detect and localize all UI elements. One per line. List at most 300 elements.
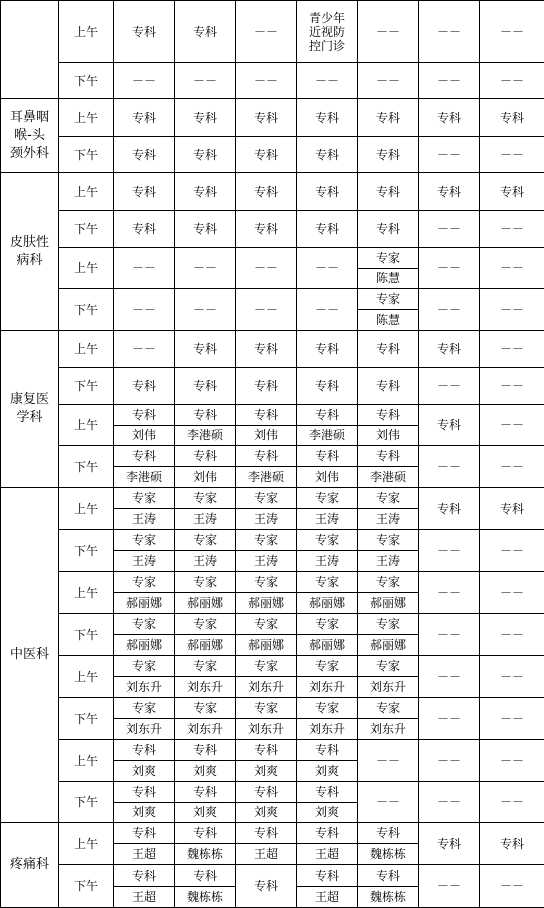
department-cell bbox=[1, 331, 59, 488]
clinic-type: 专科 bbox=[297, 406, 357, 425]
schedule-cell: －－ bbox=[419, 782, 480, 823]
schedule-cell bbox=[297, 698, 358, 740]
table-row bbox=[1, 572, 544, 614]
clinic-type: 专科 bbox=[175, 447, 235, 467]
doctor-name: 刘伟 bbox=[114, 425, 174, 445]
schedule-cell: －－ bbox=[480, 63, 544, 99]
doctor-name: 王超 bbox=[297, 886, 357, 907]
department-name: 病科 bbox=[1, 252, 58, 270]
schedule-cell: 专科 bbox=[297, 331, 358, 368]
schedule-cell: －－ bbox=[114, 63, 175, 99]
clinic-type: 专家 bbox=[236, 489, 296, 509]
schedule-cell: 专科 bbox=[297, 211, 358, 248]
clinic-type: 专家 bbox=[236, 615, 296, 635]
schedule-cell: －－ bbox=[419, 446, 480, 488]
schedule-cell bbox=[297, 656, 358, 698]
clinic-type: 专家 bbox=[358, 249, 418, 268]
schedule-cell: －－ bbox=[419, 368, 480, 405]
clinic-type: 专家 bbox=[175, 573, 235, 593]
clinic-type: 专家 bbox=[297, 573, 357, 593]
schedule-cell: 专科 bbox=[236, 99, 297, 137]
schedule-cell: 专科 bbox=[358, 331, 419, 368]
doctor-name: 郝丽娜 bbox=[297, 634, 357, 655]
schedule-cell: －－ bbox=[480, 211, 544, 248]
schedule-cell: 专科 bbox=[236, 865, 297, 908]
schedule-cell: 专科 bbox=[358, 211, 419, 248]
clinic-type: 专家 bbox=[358, 573, 418, 593]
schedule-cell: 专科 bbox=[297, 99, 358, 137]
department-name: 疼痛科 bbox=[1, 856, 58, 874]
schedule-cell: 专科 bbox=[175, 1, 236, 63]
table-row bbox=[1, 865, 544, 908]
table-row bbox=[1, 368, 544, 405]
schedule-cell: －－ bbox=[297, 248, 358, 289]
schedule-cell: 专科 bbox=[480, 173, 544, 211]
schedule-cell: －－ bbox=[358, 740, 419, 782]
schedule-cell: －－ bbox=[480, 405, 544, 446]
schedule-cell: 专科 bbox=[175, 368, 236, 405]
clinic-type: 专科 bbox=[297, 783, 357, 802]
table-row bbox=[1, 289, 544, 331]
schedule-cell: －－ bbox=[480, 248, 544, 289]
doctor-name: 魏栋栋 bbox=[358, 843, 418, 864]
table-row bbox=[1, 446, 544, 488]
schedule-cell bbox=[175, 656, 236, 698]
schedule-cell bbox=[297, 1, 358, 63]
doctor-name: 刘爽 bbox=[297, 760, 357, 781]
doctor-name: 郝丽娜 bbox=[297, 592, 357, 613]
schedule-cell: 专科 bbox=[419, 405, 480, 446]
schedule-cell: －－ bbox=[419, 289, 480, 331]
schedule-cell bbox=[236, 405, 297, 446]
department-cell bbox=[1, 1, 59, 99]
clinic-type: 专科 bbox=[236, 824, 296, 844]
doctor-name: 王超 bbox=[236, 843, 296, 864]
schedule-cell: 专科 bbox=[297, 368, 358, 405]
doctor-name: 郝丽娜 bbox=[358, 634, 418, 655]
clinic-type: 专科 bbox=[236, 406, 296, 425]
doctor-name: 王涛 bbox=[114, 508, 174, 529]
schedule-cell: －－ bbox=[419, 572, 480, 614]
clinic-note-line: 控门诊 bbox=[297, 39, 357, 53]
schedule-cell: －－ bbox=[358, 1, 419, 63]
department-name: 耳鼻咽 bbox=[1, 109, 58, 127]
clinic-type: 专科 bbox=[297, 447, 357, 467]
clinic-type: 专家 bbox=[114, 615, 174, 635]
schedule-cell bbox=[358, 823, 419, 865]
clinic-type: 专家 bbox=[236, 657, 296, 677]
schedule-cell bbox=[114, 488, 175, 530]
schedule-cell: －－ bbox=[480, 331, 544, 368]
clinic-type: 专家 bbox=[358, 657, 418, 677]
schedule-cell: －－ bbox=[419, 740, 480, 782]
doctor-name: 王涛 bbox=[114, 550, 174, 571]
schedule-cell bbox=[236, 446, 297, 488]
schedule-cell: －－ bbox=[480, 865, 544, 908]
doctor-name: 刘东升 bbox=[114, 676, 174, 697]
period-label: 上午 bbox=[59, 488, 114, 530]
schedule-cell: 专科 bbox=[419, 488, 480, 530]
schedule-cell bbox=[358, 572, 419, 614]
schedule-cell: －－ bbox=[480, 289, 544, 331]
table-row bbox=[1, 823, 544, 865]
schedule-cell: 专科 bbox=[175, 137, 236, 173]
schedule-cell bbox=[175, 446, 236, 488]
schedule-cell bbox=[358, 530, 419, 572]
schedule-cell: 专科 bbox=[358, 368, 419, 405]
schedule-cell: 专科 bbox=[175, 173, 236, 211]
clinic-type: 专科 bbox=[236, 783, 296, 802]
clinic-type: 专家 bbox=[297, 657, 357, 677]
schedule-cell: －－ bbox=[236, 289, 297, 331]
period-label: 上午 bbox=[59, 331, 114, 368]
schedule-cell bbox=[114, 865, 175, 908]
clinic-type: 专家 bbox=[236, 573, 296, 593]
period-label: 下午 bbox=[59, 368, 114, 405]
doctor-name: 李港硕 bbox=[358, 466, 418, 487]
schedule-cell: 专科 bbox=[175, 331, 236, 368]
schedule-cell bbox=[236, 740, 297, 782]
table-row bbox=[1, 1, 544, 63]
schedule-cell bbox=[175, 614, 236, 656]
table-row bbox=[1, 488, 544, 530]
clinic-type: 专科 bbox=[114, 741, 174, 761]
clinic-type: 专科 bbox=[114, 406, 174, 425]
schedule-cell: 专科 bbox=[236, 137, 297, 173]
schedule-cell: －－ bbox=[480, 446, 544, 488]
schedule-cell: －－ bbox=[236, 1, 297, 63]
table-row bbox=[1, 331, 544, 368]
table-row bbox=[1, 99, 544, 137]
schedule-cell: 专科 bbox=[358, 137, 419, 173]
clinic-type: 专科 bbox=[175, 783, 235, 802]
doctor-name: 刘东升 bbox=[236, 718, 296, 739]
schedule-cell: －－ bbox=[480, 614, 544, 656]
clinic-type: 专家 bbox=[175, 699, 235, 719]
schedule-cell bbox=[297, 488, 358, 530]
clinic-type: 专科 bbox=[114, 824, 174, 844]
schedule-cell: －－ bbox=[419, 614, 480, 656]
schedule-cell bbox=[358, 248, 419, 289]
doctor-name: 刘伟 bbox=[358, 425, 418, 445]
schedule-cell bbox=[358, 614, 419, 656]
schedule-cell: －－ bbox=[480, 782, 544, 823]
schedule-cell bbox=[114, 572, 175, 614]
period-label: 上午 bbox=[59, 823, 114, 865]
doctor-name: 王超 bbox=[297, 843, 357, 864]
table-row bbox=[1, 211, 544, 248]
table-row bbox=[1, 173, 544, 211]
period-label: 下午 bbox=[59, 446, 114, 488]
schedule-cell bbox=[236, 698, 297, 740]
doctor-name: 王涛 bbox=[236, 550, 296, 571]
clinic-type: 专科 bbox=[358, 406, 418, 425]
doctor-name: 王涛 bbox=[297, 550, 357, 571]
schedule-cell: 专科 bbox=[480, 99, 544, 137]
clinic-type: 专科 bbox=[297, 741, 357, 761]
doctor-name: 王涛 bbox=[358, 550, 418, 571]
clinic-type: 专家 bbox=[297, 489, 357, 509]
clinic-type: 专家 bbox=[236, 531, 296, 551]
department-cell bbox=[1, 488, 59, 823]
period-label: 上午 bbox=[59, 173, 114, 211]
schedule-cell: －－ bbox=[114, 248, 175, 289]
clinic-type: 专家 bbox=[358, 615, 418, 635]
schedule-cell: －－ bbox=[480, 656, 544, 698]
schedule-cell bbox=[297, 614, 358, 656]
clinic-type: 专科 bbox=[236, 741, 296, 761]
schedule-cell: －－ bbox=[297, 63, 358, 99]
schedule-cell: －－ bbox=[419, 1, 480, 63]
doctor-name: 王涛 bbox=[175, 508, 235, 529]
clinic-type: 专家 bbox=[358, 699, 418, 719]
schedule-cell bbox=[114, 698, 175, 740]
period-label: 上午 bbox=[59, 1, 114, 63]
schedule-cell bbox=[175, 572, 236, 614]
table-row bbox=[1, 740, 544, 782]
schedule-cell bbox=[297, 405, 358, 446]
schedule-cell: －－ bbox=[419, 63, 480, 99]
schedule-cell bbox=[175, 865, 236, 908]
clinic-type: 专家 bbox=[175, 489, 235, 509]
schedule-cell bbox=[297, 446, 358, 488]
schedule-cell bbox=[236, 572, 297, 614]
clinic-type: 专家 bbox=[175, 657, 235, 677]
doctor-name: 李港硕 bbox=[175, 425, 235, 445]
schedule-cell bbox=[236, 823, 297, 865]
clinic-type: 专家 bbox=[175, 531, 235, 551]
doctor-name: 王超 bbox=[114, 843, 174, 864]
clinic-note-line: 近视防 bbox=[297, 25, 357, 39]
clinic-type: 专科 bbox=[175, 824, 235, 844]
doctor-name: 李港硕 bbox=[114, 466, 174, 487]
schedule-cell bbox=[175, 698, 236, 740]
clinic-type: 专科 bbox=[114, 866, 174, 886]
clinic-type: 专家 bbox=[297, 699, 357, 719]
schedule-cell bbox=[236, 614, 297, 656]
period-label: 下午 bbox=[59, 782, 114, 823]
clinic-type: 专科 bbox=[175, 866, 235, 886]
schedule-cell: －－ bbox=[297, 289, 358, 331]
clinic-type: 专科 bbox=[297, 866, 357, 886]
table-row bbox=[1, 137, 544, 173]
schedule-cell: 专科 bbox=[480, 823, 544, 865]
schedule-cell bbox=[114, 446, 175, 488]
schedule-cell: 专科 bbox=[297, 137, 358, 173]
doctor-name: 刘爽 bbox=[114, 802, 174, 822]
table-row bbox=[1, 405, 544, 446]
schedule-cell: －－ bbox=[480, 572, 544, 614]
doctor-name: 郝丽娜 bbox=[114, 634, 174, 655]
schedule-cell bbox=[114, 740, 175, 782]
doctor-name: 王超 bbox=[114, 886, 174, 907]
doctor-name: 刘伟 bbox=[236, 425, 296, 445]
clinic-type: 专家 bbox=[358, 489, 418, 509]
schedule-cell bbox=[114, 656, 175, 698]
period-label: 上午 bbox=[59, 572, 114, 614]
clinic-type: 专科 bbox=[175, 406, 235, 425]
schedule-cell: －－ bbox=[480, 698, 544, 740]
schedule-cell bbox=[114, 614, 175, 656]
doctor-name: 郝丽娜 bbox=[236, 592, 296, 613]
schedule-cell: 专科 bbox=[419, 331, 480, 368]
schedule-cell: －－ bbox=[419, 865, 480, 908]
doctor-name: 王涛 bbox=[297, 508, 357, 529]
clinic-type: 专科 bbox=[358, 866, 418, 886]
doctor-name: 郝丽娜 bbox=[114, 592, 174, 613]
schedule-cell: 专科 bbox=[236, 368, 297, 405]
doctor-name: 李港硕 bbox=[236, 466, 296, 487]
clinic-type: 专家 bbox=[114, 531, 174, 551]
table-row bbox=[1, 63, 544, 99]
clinic-type: 专家 bbox=[114, 489, 174, 509]
doctor-name: 魏栋栋 bbox=[358, 886, 418, 907]
schedule-cell bbox=[114, 530, 175, 572]
schedule-cell bbox=[358, 405, 419, 446]
schedule-cell: －－ bbox=[114, 289, 175, 331]
schedule-cell: 专科 bbox=[236, 331, 297, 368]
schedule-cell: －－ bbox=[175, 248, 236, 289]
schedule-cell: －－ bbox=[419, 211, 480, 248]
clinic-type: 专家 bbox=[236, 699, 296, 719]
department-name: 皮肤性 bbox=[1, 234, 58, 252]
schedule-cell: －－ bbox=[480, 740, 544, 782]
period-label: 下午 bbox=[59, 614, 114, 656]
doctor-name: 王涛 bbox=[358, 508, 418, 529]
schedule-cell: 专科 bbox=[114, 368, 175, 405]
period-label: 下午 bbox=[59, 865, 114, 908]
schedule-cell: －－ bbox=[480, 530, 544, 572]
schedule-cell bbox=[297, 865, 358, 908]
schedule-cell bbox=[114, 782, 175, 823]
schedule-cell: －－ bbox=[236, 63, 297, 99]
doctor-name: 刘东升 bbox=[297, 676, 357, 697]
department-cell bbox=[1, 173, 59, 331]
doctor-name: 陈慧 bbox=[358, 309, 418, 330]
period-label: 上午 bbox=[59, 248, 114, 289]
doctor-name: 李港硕 bbox=[297, 425, 357, 445]
schedule-cell: －－ bbox=[419, 656, 480, 698]
period-label: 上午 bbox=[59, 99, 114, 137]
schedule-cell bbox=[175, 740, 236, 782]
schedule-cell: －－ bbox=[419, 248, 480, 289]
clinic-type: 专家 bbox=[175, 615, 235, 635]
schedule-cell bbox=[297, 530, 358, 572]
clinic-type: 专家 bbox=[114, 657, 174, 677]
table-row bbox=[1, 614, 544, 656]
schedule-cell: －－ bbox=[175, 289, 236, 331]
doctor-name: 郝丽娜 bbox=[175, 634, 235, 655]
clinic-type: 专科 bbox=[114, 783, 174, 802]
doctor-name: 刘东升 bbox=[236, 676, 296, 697]
doctor-name: 刘东升 bbox=[175, 676, 235, 697]
doctor-name: 郝丽娜 bbox=[175, 592, 235, 613]
schedule-cell bbox=[297, 572, 358, 614]
clinic-type: 专家 bbox=[297, 615, 357, 635]
department-cell bbox=[1, 823, 59, 908]
period-label: 上午 bbox=[59, 405, 114, 446]
doctor-name: 刘东升 bbox=[114, 718, 174, 739]
department-name: 颈外科 bbox=[1, 145, 58, 163]
table-row bbox=[1, 698, 544, 740]
table-row bbox=[1, 656, 544, 698]
doctor-name: 郝丽娜 bbox=[236, 634, 296, 655]
schedule-cell: 专科 bbox=[114, 211, 175, 248]
clinic-type: 专家 bbox=[358, 531, 418, 551]
schedule-cell: －－ bbox=[480, 1, 544, 63]
doctor-name: 魏栋栋 bbox=[175, 886, 235, 907]
doctor-name: 刘伟 bbox=[175, 466, 235, 487]
doctor-name: 王涛 bbox=[236, 508, 296, 529]
schedule-cell: －－ bbox=[419, 530, 480, 572]
schedule-cell bbox=[236, 656, 297, 698]
period-label: 下午 bbox=[59, 211, 114, 248]
schedule-cell bbox=[297, 823, 358, 865]
schedule-cell bbox=[236, 488, 297, 530]
schedule-cell bbox=[236, 782, 297, 823]
schedule-cell bbox=[358, 488, 419, 530]
doctor-name: 刘伟 bbox=[297, 466, 357, 487]
schedule-cell: 专科 bbox=[358, 99, 419, 137]
schedule-cell: 专科 bbox=[419, 173, 480, 211]
schedule-cell: 专科 bbox=[419, 99, 480, 137]
schedule-cell: 专科 bbox=[297, 173, 358, 211]
department-name: 中医科 bbox=[1, 646, 58, 664]
clinic-type: 专科 bbox=[114, 447, 174, 467]
doctor-name: 刘爽 bbox=[236, 802, 296, 822]
table-row bbox=[1, 782, 544, 823]
schedule-cell: －－ bbox=[358, 782, 419, 823]
schedule-cell bbox=[297, 782, 358, 823]
schedule-cell: 专科 bbox=[114, 173, 175, 211]
period-label: 下午 bbox=[59, 530, 114, 572]
doctor-name: 刘爽 bbox=[236, 760, 296, 781]
department-name: 喉-头 bbox=[1, 127, 58, 145]
schedule-cell: 专科 bbox=[175, 211, 236, 248]
doctor-name: 刘东升 bbox=[175, 718, 235, 739]
schedule-cell: 专科 bbox=[236, 173, 297, 211]
schedule-cell: －－ bbox=[419, 137, 480, 173]
schedule-cell bbox=[358, 289, 419, 331]
schedule-cell bbox=[358, 698, 419, 740]
doctor-name: 刘爽 bbox=[114, 760, 174, 781]
schedule-cell bbox=[297, 740, 358, 782]
schedule-cell: 专科 bbox=[114, 1, 175, 63]
clinic-type: 专科 bbox=[236, 447, 296, 467]
doctor-name: 刘爽 bbox=[175, 760, 235, 781]
schedule-cell: 专科 bbox=[480, 488, 544, 530]
schedule-cell bbox=[358, 865, 419, 908]
clinic-type: 专家 bbox=[114, 699, 174, 719]
clinic-type: 专家 bbox=[358, 290, 418, 310]
schedule-cell bbox=[358, 446, 419, 488]
period-label: 上午 bbox=[59, 740, 114, 782]
schedule-cell bbox=[114, 405, 175, 446]
schedule-cell: 专科 bbox=[358, 173, 419, 211]
period-label: 下午 bbox=[59, 137, 114, 173]
schedule-cell: －－ bbox=[480, 137, 544, 173]
schedule-cell bbox=[175, 530, 236, 572]
doctor-name: 陈慧 bbox=[358, 268, 418, 288]
clinic-type: 专家 bbox=[297, 531, 357, 551]
clinic-type: 专家 bbox=[114, 573, 174, 593]
doctor-name: 刘东升 bbox=[358, 718, 418, 739]
schedule-cell bbox=[175, 782, 236, 823]
clinic-type: 专科 bbox=[358, 447, 418, 467]
schedule-cell: －－ bbox=[419, 698, 480, 740]
period-label: 下午 bbox=[59, 289, 114, 331]
doctor-name: 王涛 bbox=[175, 550, 235, 571]
